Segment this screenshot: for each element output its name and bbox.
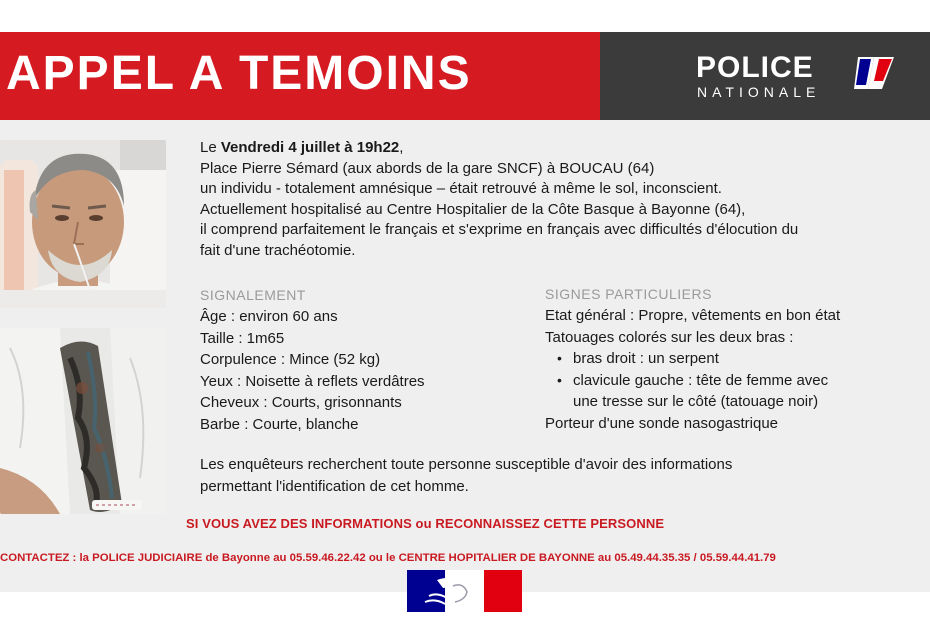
contact-line: CONTACTEZ : la POLICE JUDICIAIRE de Bayonne au 05.59.46.22.42 ou le CENTRE HOPITALIER DE BAYONNE au 05.49.44.35.35 / 05.59.44.41.79 bbox=[0, 552, 776, 564]
signalement-list bbox=[200, 306, 520, 436]
arm-photo-image bbox=[0, 328, 166, 514]
intro-line-date bbox=[200, 138, 930, 159]
particuliers-list bbox=[545, 305, 930, 435]
intro-date-prefix: Le bbox=[200, 139, 221, 156]
banner-title: APPEL A TEMOINS bbox=[6, 47, 472, 100]
appeal-paragraph bbox=[200, 454, 900, 497]
signalement-item-eyes: Yeux : Noisette à reflets verdâtres bbox=[200, 372, 425, 390]
intro-date-suffix: , bbox=[399, 139, 404, 156]
particuliers-general: Etat général : Propre, vêtements en bon état bbox=[545, 307, 841, 324]
face-photo-image bbox=[0, 140, 166, 308]
appeal-line-2: permettant l'identification de cet homme. bbox=[200, 477, 469, 495]
intro-line-hospital: Actuellement hospitalisé au Centre Hospitalier de la Côte Basque à Bayonne (64), bbox=[200, 200, 746, 218]
signalement-item-age: Âge : environ 60 ans bbox=[200, 308, 338, 325]
cta-text: SI VOUS AVEZ DES INFORMATIONS ou RECONNAISSEZ CETTE PERSONNE bbox=[186, 516, 665, 531]
signalement-item-height: Taille : 1m65 bbox=[200, 329, 285, 347]
intro-line-place: Place Pierre Sémard (aux abords de la gare SNCF) à BOUCAU (64) bbox=[200, 159, 655, 177]
intro-paragraph bbox=[200, 138, 930, 261]
signalement-item-beard: Barbe : Courte, blanche bbox=[200, 415, 359, 433]
police-logo-word: POLICE bbox=[696, 51, 814, 84]
intro-line-trach: fait d'une trachéotomie. bbox=[200, 241, 356, 259]
nationale-logo-word: NATIONALE bbox=[697, 84, 821, 100]
signalement-title: SIGNALEMENT bbox=[200, 287, 306, 303]
appeal-line-1: Les enquêteurs recherchent toute personne susceptible d'avoir des informations bbox=[200, 456, 733, 473]
particuliers-bullet-clavicle: • clavicule gauche : tête de femme avec bbox=[545, 370, 930, 392]
particuliers-bullet-clavicle-cont: une tresse sur le côté (tatouage noir) bbox=[573, 393, 819, 411]
tattooed-arm-photo bbox=[0, 328, 166, 514]
particuliers-tattoos: Tatouages colorés sur les deux bras : bbox=[545, 328, 794, 346]
particuliers-tube: Porteur d'une sonde nasogastrique bbox=[545, 414, 779, 432]
person-face-photo bbox=[0, 140, 166, 308]
intro-line-language: il comprend parfaitement le français et s'exprime en français avec difficultés d'élocution du bbox=[200, 221, 799, 238]
intro-date-bold: Vendredi 4 juillet à 19h22 bbox=[220, 139, 400, 156]
particuliers-title: SIGNES PARTICULIERS bbox=[545, 286, 712, 302]
signalement-item-build: Corpulence : Mince (52 kg) bbox=[200, 351, 381, 369]
signalement-item-hair: Cheveux : Courts, grisonnants bbox=[200, 394, 402, 412]
intro-line-found: un individu - totalement amnésique – était retrouvé à même le sol, inconscient. bbox=[200, 180, 722, 197]
particuliers-bullet-arm: • bras droit : un serpent bbox=[545, 348, 930, 370]
marianne-logo-icon bbox=[407, 570, 522, 612]
police-flag-icon bbox=[852, 55, 896, 91]
